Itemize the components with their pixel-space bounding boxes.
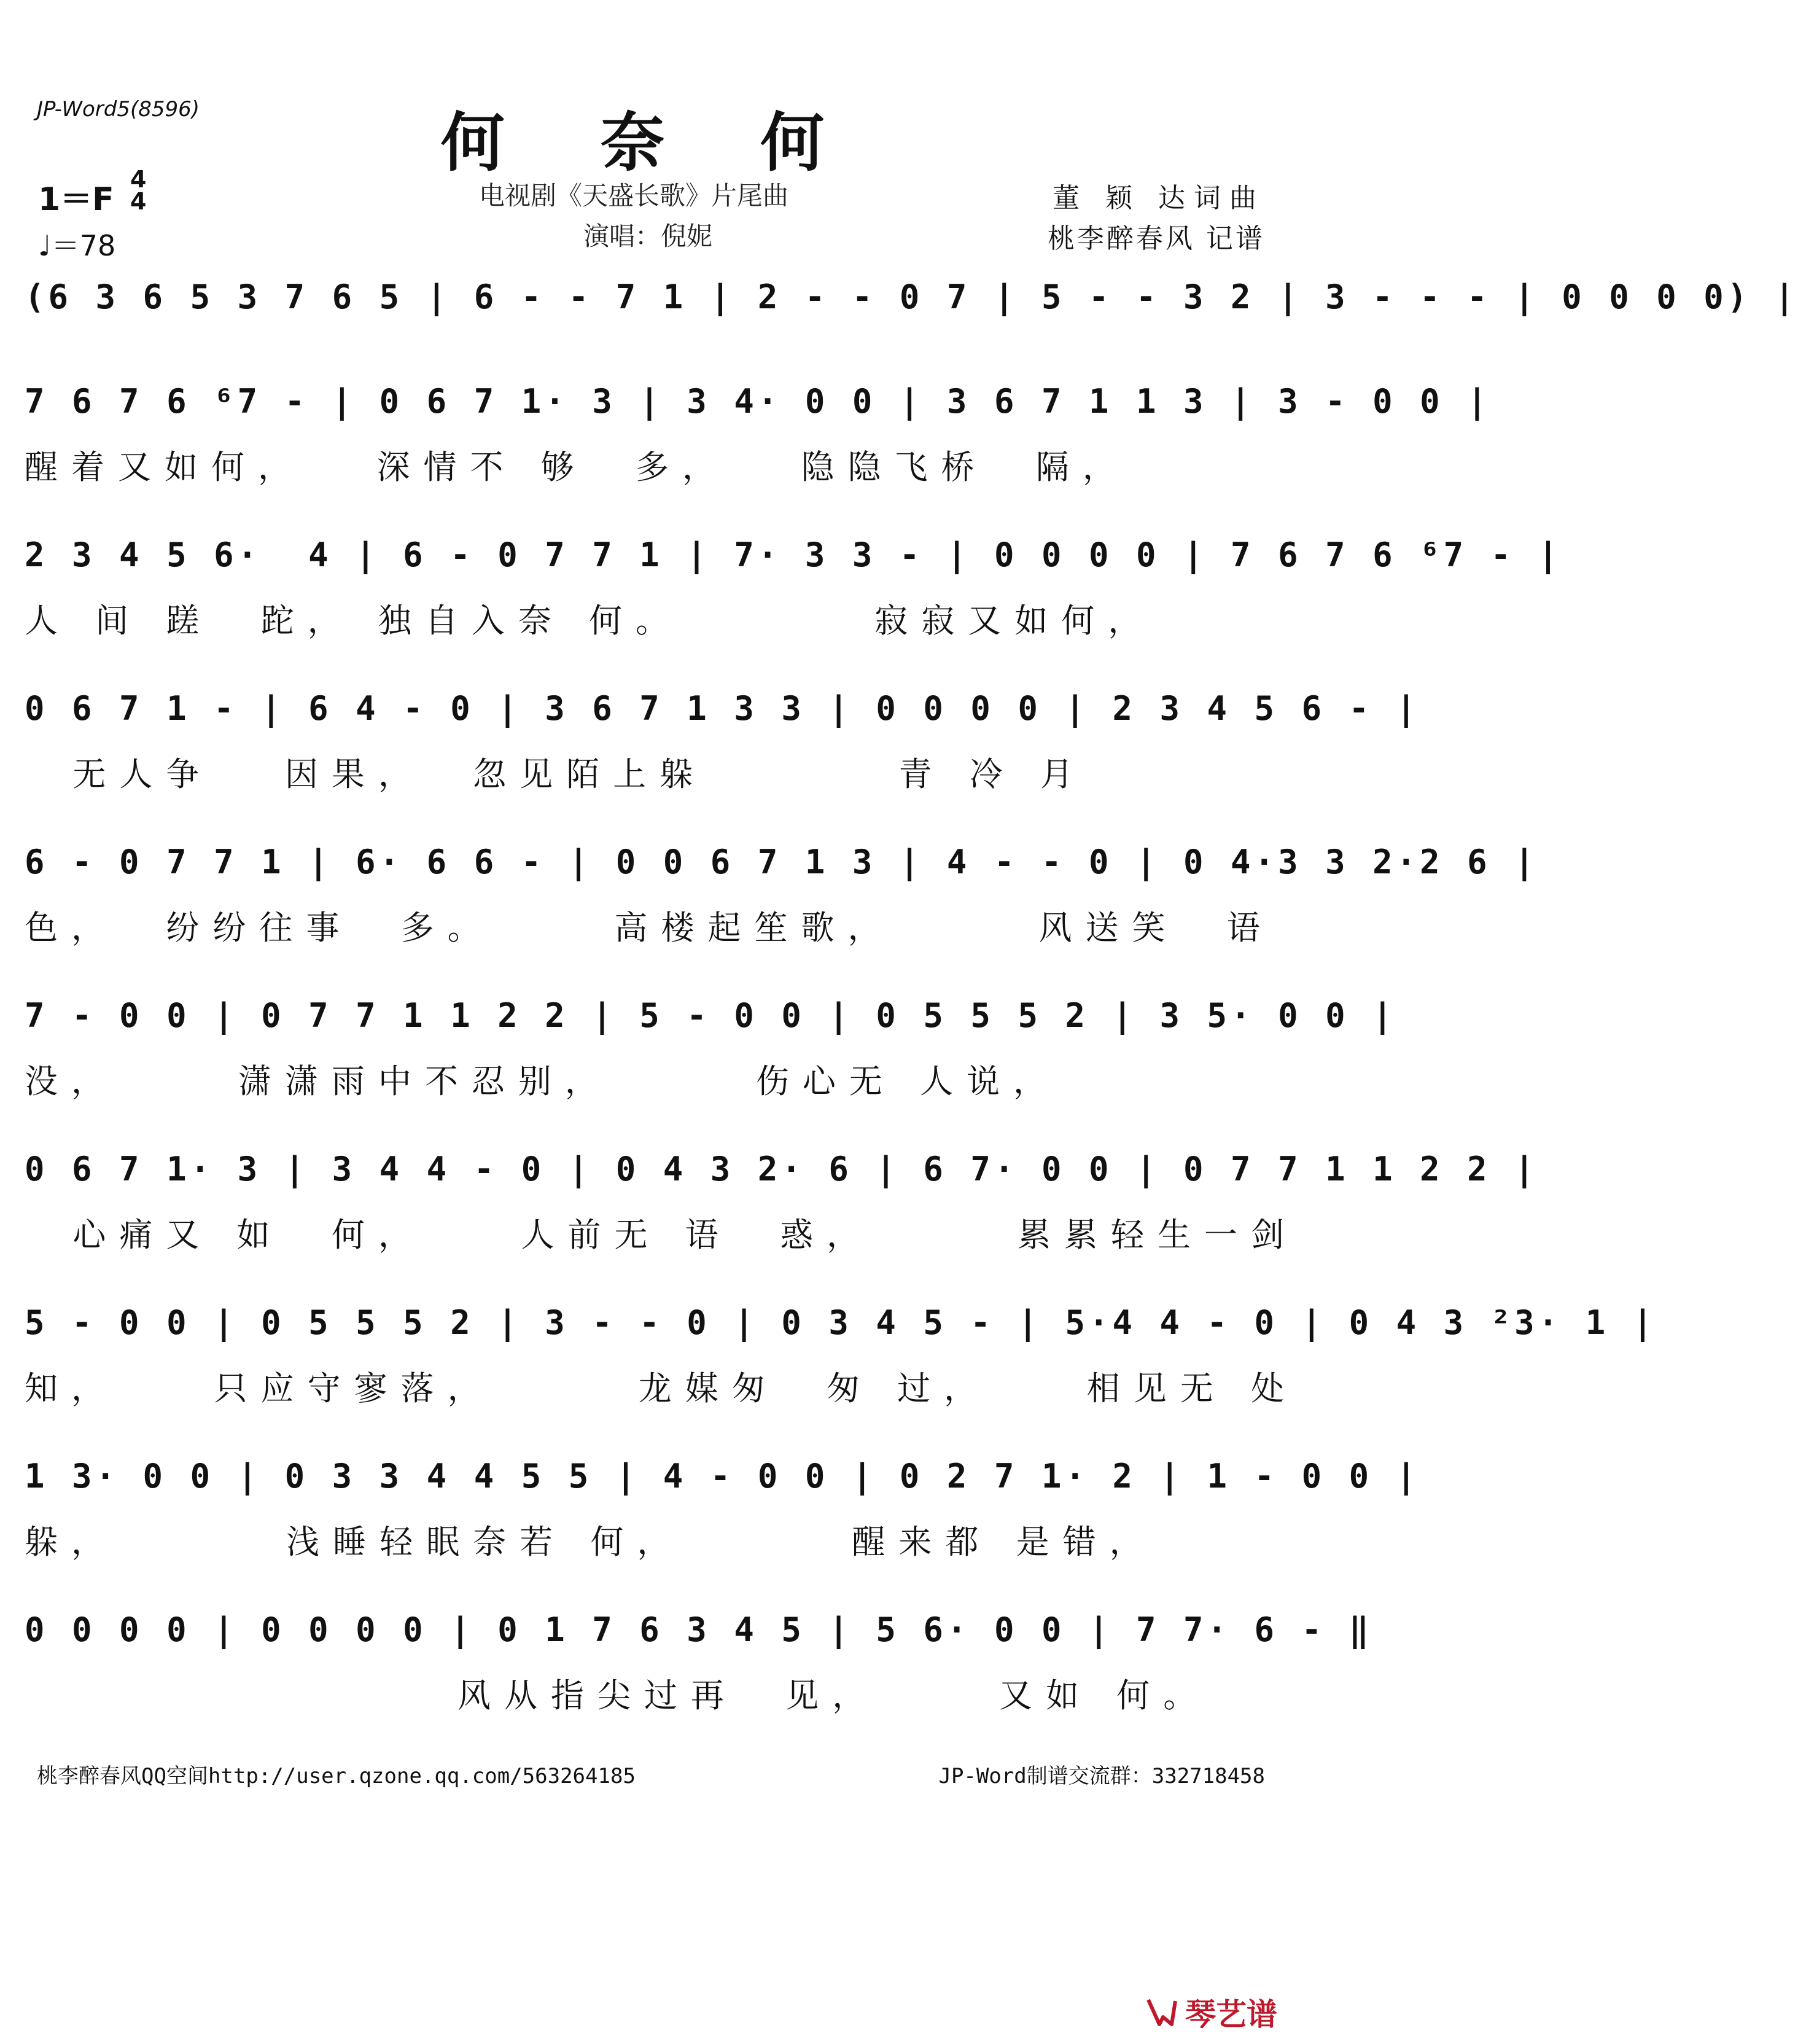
lyrics-line: 没， 潇潇雨中不忍别， 伤心无 人说， (25, 1062, 1060, 1101)
source-label: JP-Word5(8596) (37, 97, 200, 122)
music-logo-icon (1145, 1995, 1179, 2029)
site-logo[interactable] (1145, 1990, 1277, 2034)
notes-line: 0 0 0 0 | 0 0 0 0 | 0 1 7 6 3 4 5 | 5 6· 0 0 | 7 7· 6 - ‖ (25, 1610, 1373, 1649)
notes-line: (6 3 6 5 3 7 6 5 | 6 - - 7 1 | 2 - - 0 7 | 5 - - 3 2 | 3 - - - | 0 0 0 0) | (25, 278, 1798, 316)
notes-line: 0 6 7 1· 3 | 3 4 4 - 0 | 0 4 3 2· 6 | 6 7· 0 0 | 0 7 7 1 1 2 2 | (25, 1150, 1538, 1188)
tempo-marking: ♩＝78 (38, 229, 116, 262)
time-signature-top: 4 (130, 166, 147, 193)
key-signature: 1＝F (38, 181, 114, 218)
lyrics-line: 心痛又 如 何， 人前无 语 惑， 累累轻生一剑 (25, 1215, 1298, 1254)
notes-line: 7 - 0 0 | 0 7 7 1 1 2 2 | 5 - 0 0 | 0 5 5 5 2 | 3 5· 0 0 | (25, 996, 1396, 1035)
lyrics-line: 无人争 因果， 忽见陌上躲 青 冷 月 (25, 755, 1087, 794)
notes-line: 0 6 7 1 - | 6 4 - 0 | 3 6 7 1 3 3 | 0 0 0 0 | 2 3 4 5 6 - | (25, 689, 1420, 728)
time-signature (130, 168, 146, 213)
footer-group-info: JP-Word制谱交流群：332718458 (938, 1764, 1265, 1788)
lyrics-line: 人 间 蹉 跎， 独自入奈 何。 寂寂又如何， (25, 601, 1155, 640)
subtitle: 电视剧《天盛长歌》片尾曲 (479, 181, 789, 211)
lyrics-line: 知， 只应守寥落， 龙媒匆 匆 过， 相见无 处 (25, 1369, 1298, 1408)
song-title: 何 奈 何 (440, 105, 862, 180)
singer: 演唱：倪妮 (583, 221, 713, 251)
lyrics-line (25, 337, 1277, 386)
time-signature-bottom: 4 (130, 188, 147, 215)
transcriber: 桃李醉春风 记谱 (1048, 223, 1265, 254)
lyrics-line: 躲， 浅睡轻眠奈若 何， 醒来都 是错， (25, 1523, 1156, 1561)
lyrics-line: 醒着又如何， 深情不 够 多， 隐隐飞桥 隔， (25, 448, 1129, 486)
composer: 董 颖 达词曲 (1053, 182, 1265, 214)
logo-text: 琴艺谱 (1185, 1997, 1277, 2032)
notes-line: 5 - 0 0 | 0 5 5 5 2 | 3 - - 0 | 0 3 4 5 - | 5·4 4 - 0 | 0 4 3 ²3· 1 | (25, 1303, 1657, 1342)
notes-line: 7 6 7 6 ⁶7 - | 0 6 7 1· 3 | 3 4· 0 0 | 3 6 7 1 1 3 | 3 - 0 0 | (25, 382, 1491, 421)
notes-line: 1 3· 0 0 | 0 3 3 4 4 5 5 | 4 - 0 0 | 0 2 7 1· 2 | 1 - 0 0 | (25, 1457, 1420, 1496)
footer-qzone-link[interactable]: 桃李醉春风QQ空间http://user.qzone.qq.com/563264185 (37, 1764, 636, 1788)
lyrics-line: 色， 纷纷往事 多。 高楼起笙歌， 风送笑 语 (25, 908, 1274, 947)
lyrics-line: 风从指尖过再 见， 又如 何。 (25, 1676, 1210, 1715)
notes-line: 6 - 0 7 7 1 | 6· 6 6 - | 0 0 6 7 1 3 | 4 - - 0 | 0 4·3 3 2·2 6 | (25, 843, 1538, 881)
notes-line: 2 3 4 5 6· 4 | 6 - 0 7 7 1 | 7· 3 3 - | 0 0 0 0 | 7 6 7 6 ⁶7 - | (25, 536, 1562, 574)
